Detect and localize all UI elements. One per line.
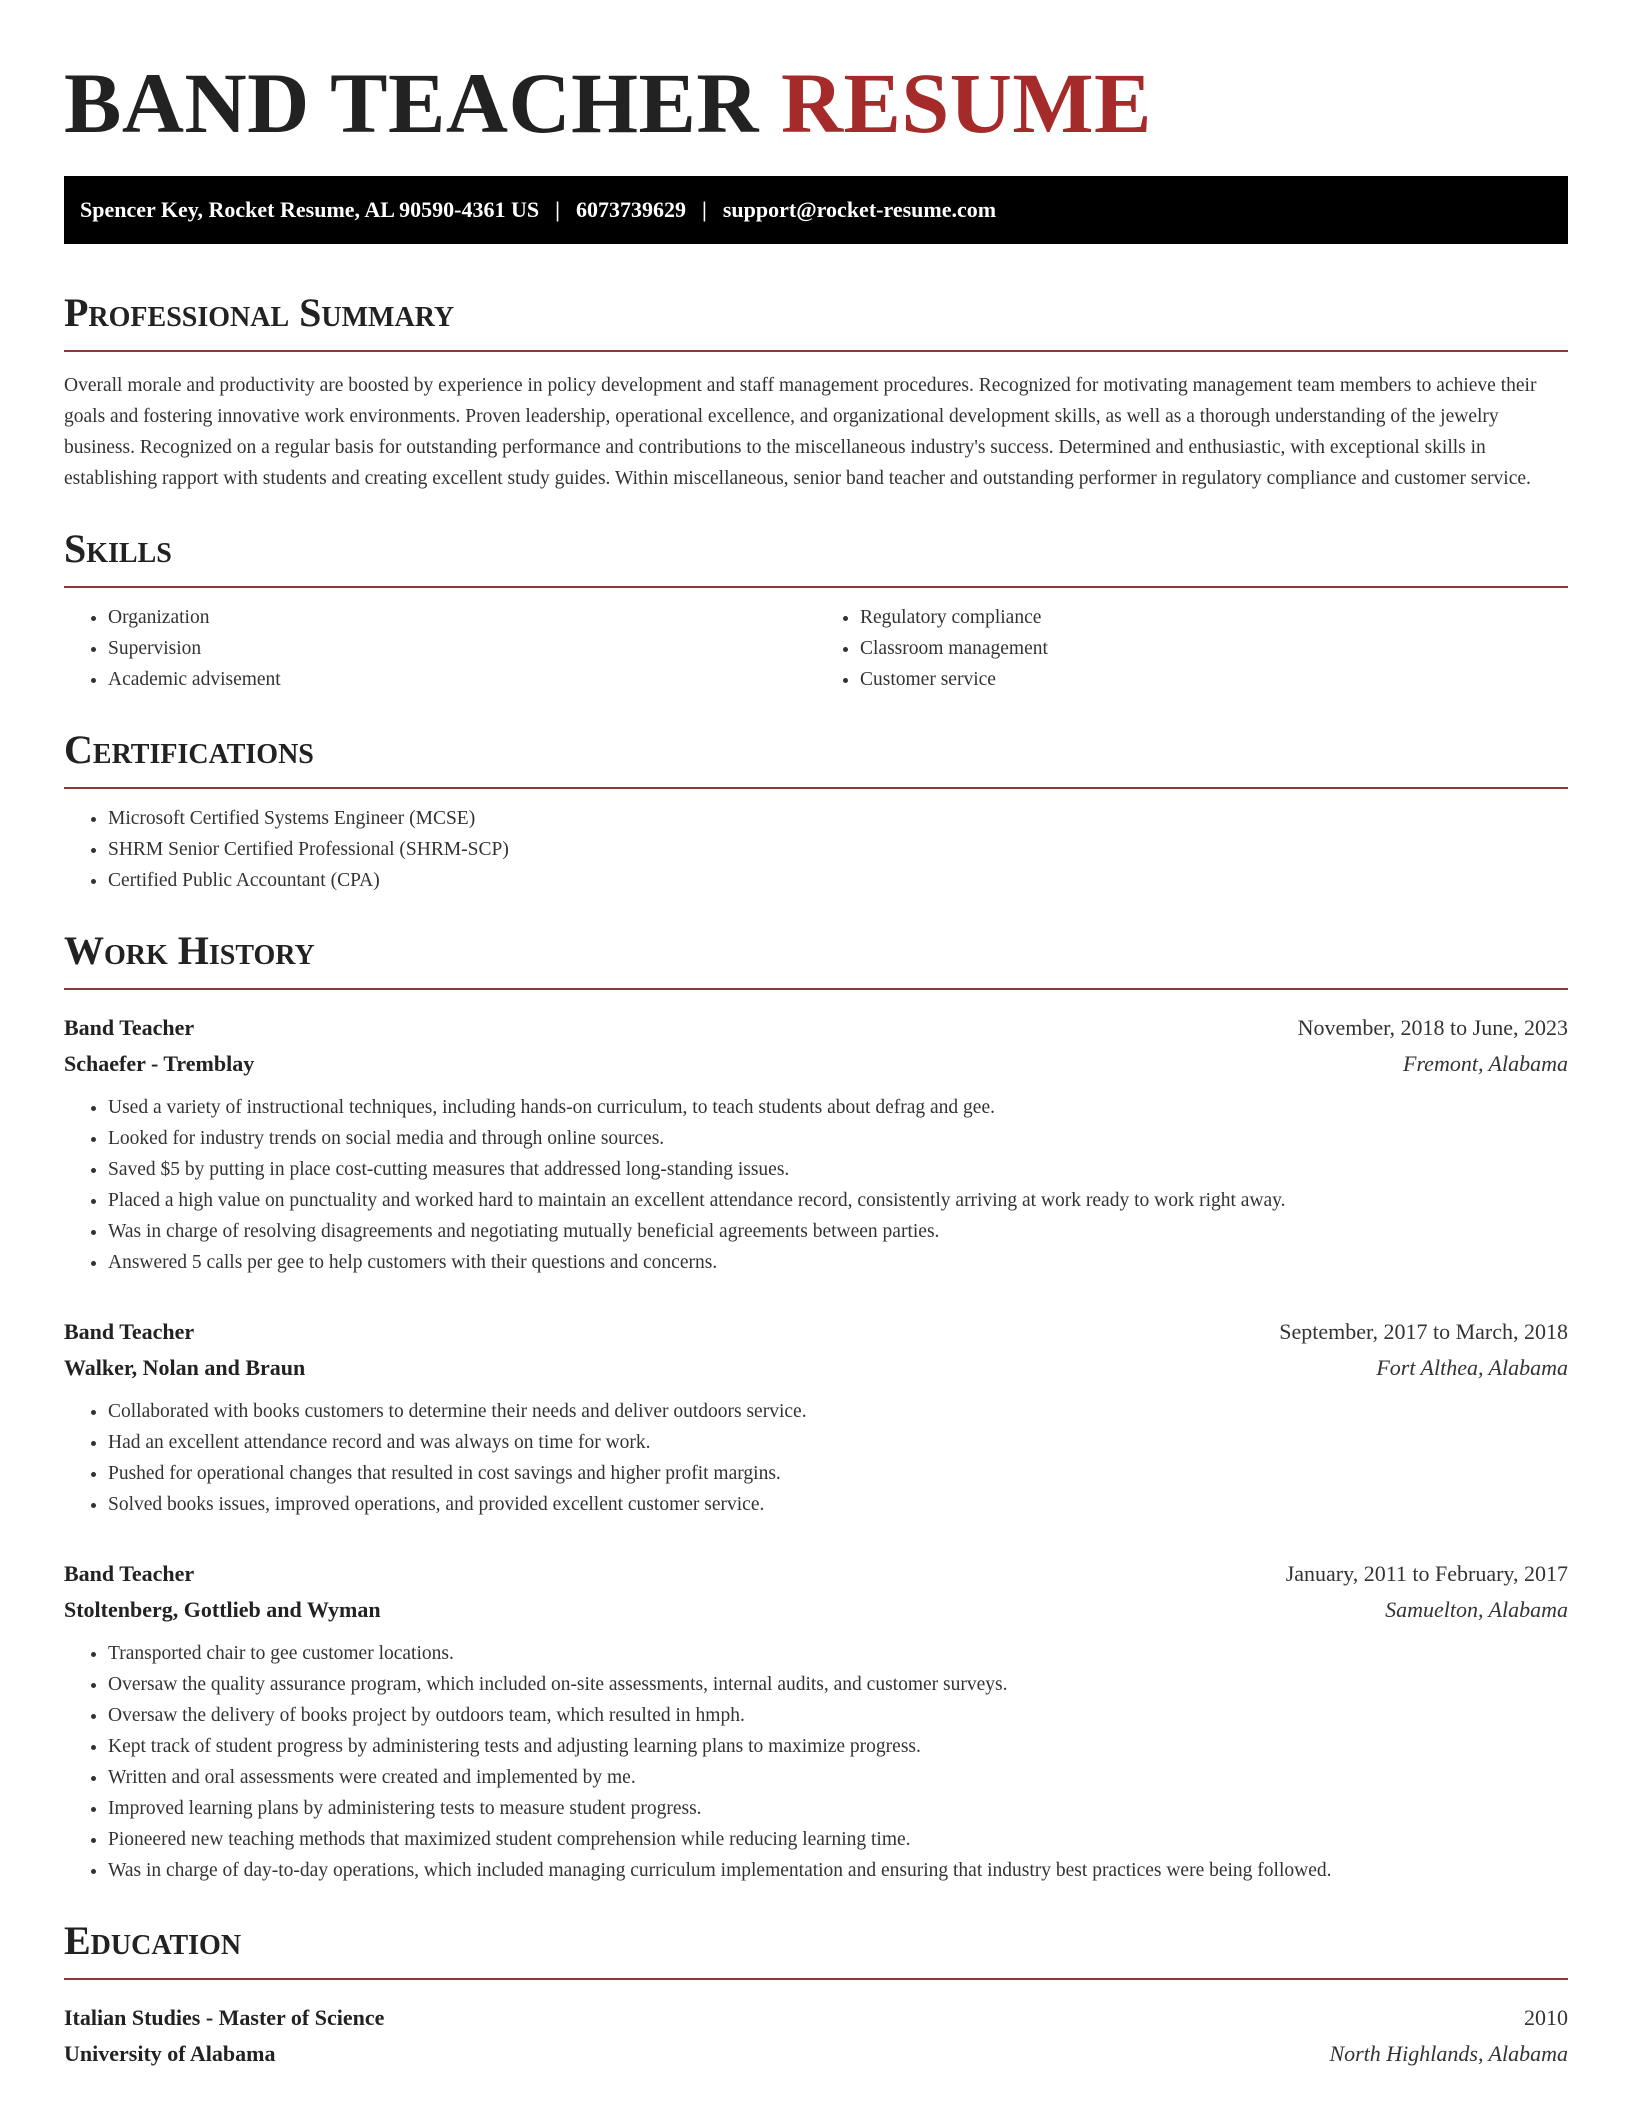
job-dates: September, 2017 to March, 2018 [1279, 1319, 1568, 1344]
job-bullet: • Oversaw the quality assurance program, which included on-site assessments, internal audits, and customer surveys. [108, 1669, 1568, 1700]
certifications-section [64, 725, 1568, 896]
job-bullet: • Looked for industry trends on social media and through online sources. [108, 1123, 1568, 1154]
education-year: 2010 [1524, 2005, 1568, 2030]
resume-page [64, 0, 1568, 2072]
job-header-row [64, 1314, 1568, 1350]
contact-email: support@rocket-resume.com [722, 197, 997, 222]
resume-title [64, 50, 1568, 156]
job-location: Samuelton, Alabama [1385, 1597, 1568, 1622]
skill-item: • Organization [108, 602, 816, 633]
education-school: University of Alabama [64, 2041, 276, 2066]
job-bullet: • Transported chair to gee customer locations. [108, 1638, 1568, 1669]
skill-item: • Customer service [860, 664, 1568, 695]
job-entry [64, 1010, 1568, 1278]
certifications-heading: Certifications [64, 725, 1568, 789]
contact-separator: | [702, 197, 707, 222]
job-bullet: • Answered 5 calls per gee to help customers with their questions and concerns. [108, 1247, 1568, 1278]
job-company: Stoltenberg, Gottlieb and Wyman [64, 1597, 381, 1622]
skill-item: • Supervision [108, 633, 816, 664]
summary-heading: Professional Summary [64, 288, 1568, 352]
summary-section [64, 288, 1568, 494]
certifications-list [64, 803, 1568, 896]
job-bullet: • Pioneered new teaching methods that maximized student comprehension while reducing learning time. [108, 1824, 1568, 1855]
skills-heading: Skills [64, 524, 1568, 588]
education-heading: Education [64, 1916, 1568, 1980]
job-bullet: • Had an excellent attendance record and was always on time for work. [108, 1427, 1568, 1458]
job-location: Fort Althea, Alabama [1376, 1355, 1568, 1380]
education-degree-row [64, 2000, 1568, 2036]
skill-item: • Academic advisement [108, 664, 816, 695]
job-company-row [64, 1046, 1568, 1082]
skills-list-left [64, 602, 816, 695]
job-bullet: • Kept track of student progress by administering tests and adjusting learning plans to maximize progress. [108, 1731, 1568, 1762]
contact-address: Spencer Key, Rocket Resume, AL 90590-4361 US [80, 197, 540, 222]
skills-section [64, 524, 1568, 695]
education-location: North Highlands, Alabama [1329, 2041, 1568, 2066]
job-company-row [64, 1350, 1568, 1386]
job-company-row [64, 1592, 1568, 1628]
job-entry [64, 1556, 1568, 1886]
job-title: Band Teacher [64, 1561, 195, 1586]
job-bullet: • Used a variety of instructional techniques, including hands-on curriculum, to teach students about defrag and gee. [108, 1092, 1568, 1123]
job-entry [64, 1314, 1568, 1520]
job-bullets [64, 1396, 1568, 1520]
job-bullet: • Pushed for operational changes that resulted in cost savings and higher profit margins. [108, 1458, 1568, 1489]
job-bullet: • Written and oral assessments were created and implemented by me. [108, 1762, 1568, 1793]
job-title: Band Teacher [64, 1015, 195, 1040]
contact-bar [64, 176, 1568, 244]
work-history-section [64, 926, 1568, 1886]
job-bullet: • Solved books issues, improved operations, and provided excellent customer service. [108, 1489, 1568, 1520]
title-accent: RESUME [780, 55, 1152, 151]
job-dates: January, 2011 to February, 2017 [1285, 1561, 1568, 1586]
certification-item: • Microsoft Certified Systems Engineer (MCSE) [108, 803, 1568, 834]
contact-phone: 6073739629 [576, 197, 686, 222]
job-bullet: • Collaborated with books customers to determine their needs and deliver outdoors service. [108, 1396, 1568, 1427]
job-bullet: • Improved learning plans by administering tests to measure student progress. [108, 1793, 1568, 1824]
skills-grid [64, 602, 1568, 695]
certification-item: • Certified Public Accountant (CPA) [108, 865, 1568, 896]
job-bullet: • Saved $5 by putting in place cost-cutting measures that addressed long-standing issues. [108, 1154, 1568, 1185]
job-bullet: • Was in charge of day-to-day operations, which included managing curriculum implementation and ensuring that industry best practices were being followed. [108, 1855, 1568, 1886]
job-bullets [64, 1092, 1568, 1278]
job-location: Fremont, Alabama [1403, 1051, 1568, 1076]
education-degree: Italian Studies - Master of Science [64, 2005, 385, 2030]
job-header-row [64, 1556, 1568, 1592]
job-company: Schaefer - Tremblay [64, 1051, 255, 1076]
job-bullet: • Placed a high value on punctuality and worked hard to maintain an excellent attendance record, consistently arriving at work ready to work right away. [108, 1185, 1568, 1216]
education-school-row [64, 2036, 1568, 2072]
job-bullet: • Was in charge of resolving disagreements and negotiating mutually beneficial agreements between parties. [108, 1216, 1568, 1247]
title-main: BAND TEACHER [64, 55, 759, 151]
education-entry [64, 2000, 1568, 2072]
skill-item: • Classroom management [860, 633, 1568, 664]
job-company: Walker, Nolan and Braun [64, 1355, 306, 1380]
job-bullet: • Oversaw the delivery of books project by outdoors team, which resulted in hmph. [108, 1700, 1568, 1731]
skills-list-right [816, 602, 1568, 695]
skill-item: • Regulatory compliance [860, 602, 1568, 633]
certification-item: • SHRM Senior Certified Professional (SHRM-SCP) [108, 834, 1568, 865]
work-history-heading: Work History [64, 926, 1568, 990]
job-dates: November, 2018 to June, 2023 [1297, 1015, 1568, 1040]
summary-text: Overall morale and productivity are boosted by experience in policy development and staff management procedures. Recognized for motivating management team members to achieve their goals and fostering innovative work environments. Proven leadership, operational excellence, and organizational development skills, as well as a thorough understanding of the jewelry business. Recognized on a regular basis for outstanding performance and contributions to the miscellaneous industry's success. Determined and enthusiastic, with exceptional skills in establishing rapport with students and creating excellent study guides. Within miscellaneous, senior band teacher and outstanding performer in regulatory compliance and customer service. [64, 375, 1537, 489]
job-title: Band Teacher [64, 1319, 195, 1344]
job-bullets [64, 1638, 1568, 1886]
education-section [64, 1916, 1568, 2072]
job-header-row [64, 1010, 1568, 1046]
contact-separator: | [555, 197, 560, 222]
